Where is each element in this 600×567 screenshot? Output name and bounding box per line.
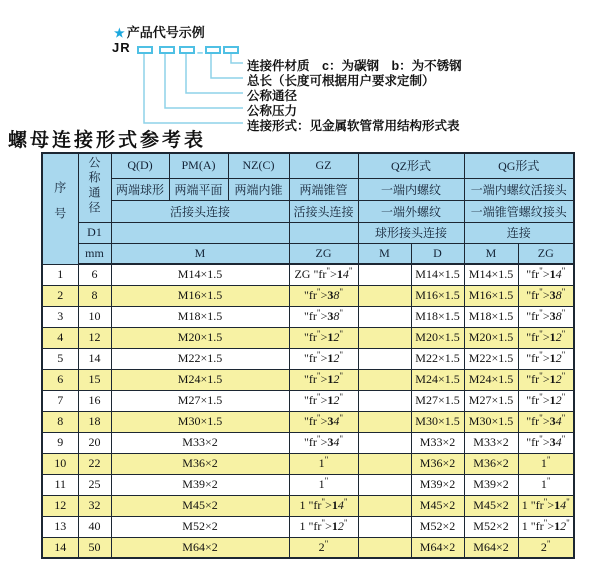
table-row [42,516,574,537]
cell-qz_m [358,411,411,432]
cell-qz_m [358,495,411,516]
cell-qz_m [358,474,411,495]
label-connection-form: 连接形式：见金属软管常用结构形式表 [247,119,460,133]
cell-qz_m [358,306,411,327]
cell-dn: 22 [78,453,111,474]
cell-no: 14 [42,537,78,558]
cell-zg: 1 "fr">14" [289,495,358,516]
header-type-qz: 一端内螺纹 [358,178,464,200]
cell-qg_zg: "fr">12" [518,348,574,369]
cell-qg_zg: "fr">12" [518,327,574,348]
header-qz-m: M [358,243,411,264]
cell-qz_m [358,285,411,306]
cell-qz_d: M24×1.5 [411,369,464,390]
cell-qz_m [358,516,411,537]
cell-dn: 14 [78,348,111,369]
cell-qg_m: M27×1.5 [464,390,518,411]
cell-qg_m: M14×1.5 [464,264,518,285]
cell-qg_zg: "fr">38" [518,285,574,306]
code-prefix: JR [112,40,131,55]
table-row [42,411,574,432]
header-type-qg: 一端内螺纹活接头 [464,178,574,200]
cell-m: M33×2 [111,432,289,453]
header-m: M [111,243,289,264]
cell-no: 6 [42,369,78,390]
cell-m: M18×1.5 [111,306,289,327]
cell-qg_m: M18×1.5 [464,306,518,327]
cell-dn: 12 [78,327,111,348]
table-row [42,327,574,348]
cell-dn: 32 [78,495,111,516]
cell-zg: "fr">38" [289,285,358,306]
cell-qz_d: M52×2 [411,516,464,537]
cell-zg: "fr">38" [289,306,358,327]
header-type-nzc: 两端内锥 [228,178,289,200]
cell-qz_d: M18×1.5 [411,306,464,327]
cell-qg_zg: 1 "fr">12" [518,516,574,537]
cell-qg_m: M20×1.5 [464,327,518,348]
cell-zg: "fr">34" [289,432,358,453]
cell-no: 8 [42,411,78,432]
cell-m: M24×1.5 [111,369,289,390]
cell-zg: "fr">34" [289,411,358,432]
label-nominal-diameter: 公称通径 [247,89,298,103]
cell-qg_m: M22×1.5 [464,348,518,369]
cell-qg_zg: "fr">14" [518,264,574,285]
cell-zg: 1 "fr">12" [289,516,358,537]
cell-no: 11 [42,474,78,495]
cell-qg_m: M64×2 [464,537,518,558]
cell-m: M22×1.5 [111,348,289,369]
cell-qz_m [358,453,411,474]
cell-qz_d: M27×1.5 [411,390,464,411]
cell-qg_zg: "fr">12" [518,390,574,411]
cell-qg_zg: "fr">34" [518,432,574,453]
table-row [42,285,574,306]
cell-zg: "fr">12" [289,348,358,369]
header-type-gz: 两端锥管 [289,178,358,200]
cell-qz_m [358,369,411,390]
cell-qz_d: M14×1.5 [411,264,464,285]
label-nominal-pressure: 公称压力 [247,104,298,118]
cell-qg_m: M30×1.5 [464,411,518,432]
cell-no: 10 [42,453,78,474]
cell-no: 12 [42,495,78,516]
header-code-qz: QZ形式 [358,153,464,178]
cell-zg: 1" [289,453,358,474]
cell-m: M20×1.5 [111,327,289,348]
header-code-gz: GZ [289,153,358,178]
cell-m: M16×1.5 [111,285,289,306]
cell-dn: 18 [78,411,111,432]
cell-qg_zg: "fr">34" [518,411,574,432]
cell-qz_d: M45×2 [411,495,464,516]
header-code-nzc: NZ(C) [228,153,289,178]
cell-qz_m [358,537,411,558]
table-row [42,432,574,453]
cell-dn: 20 [78,432,111,453]
cell-no: 9 [42,432,78,453]
header-type-pma: 两端平面 [169,178,228,200]
cell-qg_m: M36×2 [464,453,518,474]
cell-m: M52×2 [111,516,289,537]
cell-qg_zg: 2" [518,537,574,558]
cell-dn: 10 [78,306,111,327]
cell-m: M36×2 [111,453,289,474]
cell-qz_d: M64×2 [411,537,464,558]
cell-dn: 6 [78,264,111,285]
cell-qz_d: M33×2 [411,432,464,453]
product-code-heading-text: 产品代号示例 [126,25,205,40]
star-icon: ★ [114,26,125,40]
table-row [42,264,574,285]
header-nominal-diameter: 公称通径 [78,153,111,222]
header-code-qg: QG形式 [464,153,574,178]
header-empty-gz [289,222,358,243]
cell-no: 5 [42,348,78,369]
nut-connection-table [41,152,575,559]
cell-qz_m [358,348,411,369]
cell-dn: 40 [78,516,111,537]
table-row [42,348,574,369]
cell-no: 2 [42,285,78,306]
table-row [42,369,574,390]
header-ball-joint-qz: 球形接头连接 [358,222,464,243]
header-empty-qpmnz [111,222,289,243]
table-row [42,390,574,411]
table-row [42,306,574,327]
cell-qz_m [358,390,411,411]
header-zg: ZG [289,243,358,264]
cell-qg_m: M52×2 [464,516,518,537]
cell-qz_m [358,264,411,285]
header-mm: mm [78,243,111,264]
cell-qz_d: M20×1.5 [411,327,464,348]
cell-dn: 25 [78,474,111,495]
cell-no: 4 [42,327,78,348]
cell-zg: 2" [289,537,358,558]
cell-dn: 15 [78,369,111,390]
cell-m: M27×1.5 [111,390,289,411]
table-title: 螺母连接形式参考表 [8,129,207,151]
cell-qz_m [358,327,411,348]
cell-qz_d: M39×2 [411,474,464,495]
code-dash: – [197,47,204,59]
cell-no: 13 [42,516,78,537]
cell-qz_d: M36×2 [411,453,464,474]
cell-qz_d: M30×1.5 [411,411,464,432]
table-row [42,453,574,474]
cell-qg_m: M16×1.5 [464,285,518,306]
cell-qg_zg: "fr">12" [518,369,574,390]
cell-no: 3 [42,306,78,327]
cell-qg_m: M39×2 [464,474,518,495]
header-qg-m: M [464,243,518,264]
cell-no: 7 [42,390,78,411]
cell-qg_zg: "fr">38" [518,306,574,327]
cell-dn: 50 [78,537,111,558]
header-d1: D1 [78,222,111,243]
table-row [42,474,574,495]
cell-zg: "fr">12" [289,390,358,411]
cell-m: M14×1.5 [111,264,289,285]
label-total-length: 总长（长度可根据用户要求定制） [247,74,435,88]
cell-dn: 8 [78,285,111,306]
header-qz-d: D [411,243,464,264]
label-material: 连接件材质 c：为碳钢 b：为不锈钢 [247,59,462,73]
table-row [42,495,574,516]
cell-qg_zg: 1" [518,474,574,495]
cell-qg_m: M45×2 [464,495,518,516]
header-qg-zg: ZG [518,243,574,264]
cell-m: M30×1.5 [111,411,289,432]
cell-m: M64×2 [111,537,289,558]
header-code-pma: PM(A) [169,153,228,178]
cell-qg_zg: 1" [518,453,574,474]
header-taper-joint-qg: 一端锥管螺纹接头 [464,200,574,222]
cell-qg_m: M24×1.5 [464,369,518,390]
header-code-qd: Q(D) [111,153,169,178]
cell-qg_zg: 1 "fr">14" [518,495,574,516]
cell-no: 1 [42,264,78,285]
cell-qg_m: M33×2 [464,432,518,453]
header-external-thread-qz: 一端外螺纹 [358,200,464,222]
header-union-gz: 活接头连接 [289,200,358,222]
cell-dn: 16 [78,390,111,411]
cell-zg: "fr">12" [289,369,358,390]
header-type-qd: 两端球形 [111,178,169,200]
cell-m: M39×2 [111,474,289,495]
header-index: 序号 [42,153,78,264]
cell-qz_m [358,432,411,453]
table-row [42,537,574,558]
header-union-qpmnz: 活接头连接 [111,200,289,222]
cell-zg: ZG "fr">14" [289,264,358,285]
cell-qz_d: M16×1.5 [411,285,464,306]
cell-zg: 1" [289,474,358,495]
cell-m: M45×2 [111,495,289,516]
header-connect-qg: 连接 [464,222,574,243]
cell-zg: "fr">12" [289,327,358,348]
cell-qz_d: M22×1.5 [411,348,464,369]
